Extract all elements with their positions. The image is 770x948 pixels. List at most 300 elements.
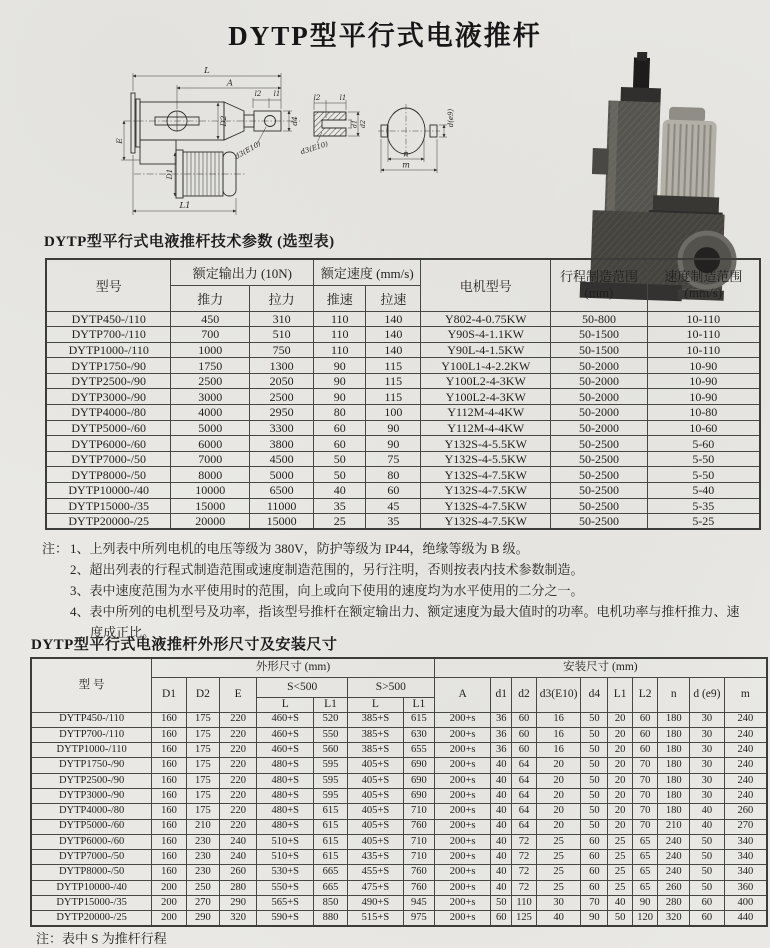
cell: DYTP3000-/90 — [46, 389, 171, 405]
cell: 50-2000 — [551, 405, 647, 421]
cell: 10-110 — [647, 342, 760, 358]
cell: DYTP450-/110 — [46, 311, 171, 327]
cell: 230 — [186, 834, 219, 849]
cell: 50 — [690, 834, 725, 849]
cell: 310 — [249, 311, 313, 327]
cell: 240 — [658, 834, 690, 849]
cell: 405+S — [347, 819, 403, 834]
cell: DYTP2500-/90 — [31, 773, 152, 788]
col-push-speed: 推速 — [314, 285, 366, 311]
col-L-gt: L — [347, 697, 403, 712]
cell: 16 — [537, 712, 581, 727]
col-D2: D2 — [186, 677, 219, 712]
cell: 64 — [512, 758, 537, 773]
cell: 10000 — [171, 483, 250, 499]
cell: 15000 — [249, 514, 313, 530]
cell: 550 — [314, 727, 348, 742]
cell: 10-110 — [647, 311, 760, 327]
cell: 405+S — [347, 758, 403, 773]
cell: 515+S — [347, 911, 403, 926]
cell: 140 — [366, 327, 421, 343]
cell: 180 — [658, 788, 690, 803]
table-row — [46, 514, 760, 530]
cell: 200+s — [434, 743, 491, 758]
cell: 480+S — [257, 758, 314, 773]
cell: 595 — [314, 758, 348, 773]
cell: 50 — [581, 727, 608, 742]
table-row — [46, 389, 760, 405]
col-L1-gt: L1 — [403, 697, 434, 712]
cell: 180 — [658, 727, 690, 742]
cell: 460+S — [257, 727, 314, 742]
drawing-section-view — [300, 94, 367, 156]
col-pull-speed: 拉速 — [366, 285, 421, 311]
cell: 5-50 — [647, 467, 760, 483]
col-L2: L2 — [632, 677, 658, 712]
cell: 60 — [632, 727, 658, 742]
cell: 20 — [537, 819, 581, 834]
cell: 210 — [658, 819, 690, 834]
cell: 115 — [366, 358, 421, 374]
col-E: E — [219, 677, 257, 712]
cell: 25 — [537, 834, 581, 849]
dim-label-L: L — [204, 66, 210, 76]
col-L-lt: L — [257, 697, 314, 712]
table-row — [31, 788, 767, 803]
cell: 40 — [608, 896, 632, 911]
cell: 240 — [658, 865, 690, 880]
cell: 50 — [581, 712, 608, 727]
cell: 10-90 — [647, 358, 760, 374]
drawing-side-view — [124, 93, 300, 198]
dim-label-l1: l1 — [273, 90, 281, 98]
cell: DYTP3000-/90 — [31, 788, 152, 803]
cell: 20 — [608, 712, 632, 727]
cell: 460+S — [257, 712, 314, 727]
cell: 270 — [186, 896, 219, 911]
dim-label-m: m — [402, 160, 410, 170]
cell: 90 — [366, 436, 421, 452]
cell: 490+S — [347, 896, 403, 911]
cell: 850 — [314, 896, 348, 911]
cell: 40 — [491, 880, 512, 895]
col-install-group: 安装尺寸 (mm) — [434, 658, 767, 677]
cell: 65 — [632, 865, 658, 880]
cell: 510+S — [257, 850, 314, 865]
cell: DYTP1000-/110 — [31, 743, 152, 758]
cell: 4500 — [249, 451, 313, 467]
notes-list — [70, 538, 748, 643]
col-d2: d2 — [512, 677, 537, 712]
cell: 60 — [314, 420, 366, 436]
cell: 115 — [366, 373, 421, 389]
cell: 30 — [690, 773, 725, 788]
cell: 200+s — [434, 911, 491, 926]
cell: 520 — [314, 712, 348, 727]
cell: 220 — [219, 727, 257, 742]
cell: 665 — [314, 880, 348, 895]
cell: 10-110 — [647, 327, 760, 343]
cell: 50-1500 — [551, 342, 647, 358]
cell: 60 — [512, 727, 537, 742]
cell: 615 — [314, 819, 348, 834]
cell: 50-2500 — [551, 514, 647, 530]
cell: 50-800 — [551, 311, 647, 327]
cell: 20 — [608, 788, 632, 803]
table-row — [46, 373, 760, 389]
cell: 60 — [581, 880, 608, 895]
cell: 1750 — [171, 358, 250, 374]
cell: 65 — [632, 880, 658, 895]
cell: 2500 — [171, 373, 250, 389]
cell: 175 — [186, 727, 219, 742]
cell: 180 — [658, 712, 690, 727]
cell: 560 — [314, 743, 348, 758]
technical-drawing — [95, 58, 457, 242]
dim-label-sec-l1: l1 — [339, 94, 347, 102]
cell: 20 — [608, 773, 632, 788]
cell: 50 — [581, 758, 608, 773]
cell: 340 — [724, 850, 767, 865]
cell: 160 — [152, 850, 187, 865]
cell: 40 — [491, 773, 512, 788]
cell: 340 — [724, 865, 767, 880]
cell: 40 — [690, 804, 725, 819]
cell: 180 — [658, 773, 690, 788]
table-row — [46, 436, 760, 452]
cell: 40 — [537, 911, 581, 926]
cell: 240 — [724, 773, 767, 788]
cell: 25 — [537, 865, 581, 880]
cell: 240 — [219, 850, 257, 865]
cell: 385+S — [347, 712, 403, 727]
cell: 110 — [314, 311, 366, 327]
cell: 6000 — [171, 436, 250, 452]
cell: 200+s — [434, 804, 491, 819]
col-s-gt-500: S>500 — [347, 677, 434, 697]
cell: 5000 — [171, 420, 250, 436]
cell: 200+s — [434, 773, 491, 788]
cell: 750 — [249, 342, 313, 358]
cell: Y100L2-4-3KW — [421, 389, 551, 405]
cell: 72 — [512, 850, 537, 865]
cell: 20 — [608, 727, 632, 742]
cell: DYTP5000-/60 — [31, 819, 152, 834]
cell: 10-60 — [647, 420, 760, 436]
cell: 175 — [186, 743, 219, 758]
col-motor: 电机型号 — [421, 259, 551, 311]
cell: 595 — [314, 773, 348, 788]
cell: 110 — [512, 896, 537, 911]
table-row — [46, 483, 760, 499]
table-row — [46, 405, 760, 421]
dim-label-sec-d1: d1 — [350, 119, 359, 129]
cell: 30 — [690, 788, 725, 803]
header-row — [46, 259, 760, 285]
cell: 2500 — [249, 389, 313, 405]
cell: 40 — [491, 758, 512, 773]
col-rated-output: 额定输出力 (10N) — [171, 259, 314, 285]
cell: 30 — [690, 758, 725, 773]
cell: 120 — [632, 911, 658, 926]
cell: 200+s — [434, 758, 491, 773]
cell: 40 — [491, 804, 512, 819]
parameters-table-body — [46, 311, 760, 529]
header-row — [31, 658, 767, 677]
cell: 230 — [186, 865, 219, 880]
cell: DYTP1000-/110 — [46, 342, 171, 358]
table-row — [31, 743, 767, 758]
cell: 20 — [608, 758, 632, 773]
cell: 60 — [581, 865, 608, 880]
cell: 3800 — [249, 436, 313, 452]
cell: DYTP6000-/60 — [31, 834, 152, 849]
cell: 70 — [632, 819, 658, 834]
cell: 5-50 — [647, 451, 760, 467]
cell: DYTP8000-/50 — [46, 467, 171, 483]
cell: 50-2000 — [551, 358, 647, 374]
cell: 480+S — [257, 788, 314, 803]
cell: DYTP20000-/25 — [46, 514, 171, 530]
table-row — [46, 451, 760, 467]
cell: 60 — [632, 743, 658, 758]
cell: 200+s — [434, 788, 491, 803]
cell: 64 — [512, 788, 537, 803]
cell: 30 — [690, 743, 725, 758]
cell: DYTP700-/110 — [31, 727, 152, 742]
cell: 20 — [537, 758, 581, 773]
cell: 760 — [403, 865, 434, 880]
cell: 480+S — [257, 804, 314, 819]
cell: 50-2500 — [551, 436, 647, 452]
cell: 3300 — [249, 420, 313, 436]
cell: 3000 — [171, 389, 250, 405]
cell: DYTP8000-/50 — [31, 865, 152, 880]
cell: Y100L1-4-2.2KW — [421, 358, 551, 374]
cell: 1000 — [171, 342, 250, 358]
cell: 40 — [491, 819, 512, 834]
cell: 90 — [314, 389, 366, 405]
cell: 975 — [403, 911, 434, 926]
cell: 5000 — [249, 467, 313, 483]
cell: 200+s — [434, 819, 491, 834]
cell: 90 — [314, 373, 366, 389]
cell: 655 — [403, 743, 434, 758]
cell: DYTP450-/110 — [31, 712, 152, 727]
cell: 480+S — [257, 819, 314, 834]
cell: 160 — [152, 834, 187, 849]
cell: Y100L2-4-3KW — [421, 373, 551, 389]
cell: 25 — [608, 880, 632, 895]
cell: 7000 — [171, 451, 250, 467]
table-row — [31, 773, 767, 788]
parameters-table — [45, 258, 761, 530]
cell: Y90S-4-1.1KW — [421, 327, 551, 343]
table-row — [31, 834, 767, 849]
cell: 60 — [366, 483, 421, 499]
dimensions-table — [30, 657, 768, 927]
cell: 45 — [366, 498, 421, 514]
cell: DYTP2500-/90 — [46, 373, 171, 389]
cell: 200 — [152, 896, 187, 911]
cell: 200+s — [434, 850, 491, 865]
cell: 590+S — [257, 911, 314, 926]
cell: 615 — [314, 804, 348, 819]
dimensions-table-body — [31, 712, 767, 926]
cell: 70 — [632, 788, 658, 803]
cell: 110 — [314, 327, 366, 343]
cell: 50 — [581, 819, 608, 834]
cell: 11000 — [249, 498, 313, 514]
cell: 16 — [537, 727, 581, 742]
table-row — [31, 880, 767, 895]
cell: 25 — [537, 850, 581, 865]
cell: 60 — [512, 712, 537, 727]
cell: 25 — [608, 865, 632, 880]
cell: 615 — [314, 834, 348, 849]
cell: 615 — [403, 712, 434, 727]
cell: 65 — [632, 850, 658, 865]
cell: 200+s — [434, 727, 491, 742]
cell: 50-2500 — [551, 451, 647, 467]
cell: 72 — [512, 865, 537, 880]
cell: 240 — [724, 712, 767, 727]
cell: 10-90 — [647, 373, 760, 389]
cell: 36 — [491, 727, 512, 742]
cell: 690 — [403, 773, 434, 788]
cell: 280 — [219, 880, 257, 895]
cell: 50 — [608, 911, 632, 926]
cell: DYTP5000-/60 — [46, 420, 171, 436]
col-n: n — [658, 677, 690, 712]
col-s-lt-500: S<500 — [257, 677, 348, 697]
cell: 280 — [658, 896, 690, 911]
cell: 50-2500 — [551, 467, 647, 483]
table-row — [31, 819, 767, 834]
dim-label-D2: D2 — [219, 115, 228, 127]
cell: DYTP1750-/90 — [31, 758, 152, 773]
cell: 220 — [219, 743, 257, 758]
cell: 10-90 — [647, 389, 760, 405]
cell: 690 — [403, 788, 434, 803]
cell: 615 — [314, 850, 348, 865]
cell: 50 — [581, 804, 608, 819]
cell: 160 — [152, 712, 187, 727]
cell: 115 — [366, 389, 421, 405]
table-row — [46, 342, 760, 358]
cell: 175 — [186, 788, 219, 803]
note-item: 3、表中速度范围为水平使用时的范围，向上或向下使用的速度均为水平使用的二分之一。 — [70, 583, 584, 599]
cell: 700 — [171, 327, 250, 343]
note-item: 4、表中所列的电机型号及功率，指该型号推杆在额定输出力、额定速度为最大值时的功率。电机功率与推杆推力、速度成正比。 — [70, 604, 740, 641]
cell: 360 — [724, 880, 767, 895]
cell: 460+S — [257, 743, 314, 758]
cell: 220 — [219, 819, 257, 834]
cell: Y112M-4-4KW — [421, 405, 551, 421]
cell: 25 — [608, 834, 632, 849]
cell: 20 — [608, 743, 632, 758]
cell: Y132S-4-7.5KW — [421, 498, 551, 514]
cell: 160 — [152, 743, 187, 758]
drawing-front-labels — [402, 108, 455, 169]
cell: 90 — [314, 358, 366, 374]
cell: 630 — [403, 727, 434, 742]
cell: 160 — [152, 819, 187, 834]
cell: 36 — [491, 712, 512, 727]
cell: 50-2000 — [551, 373, 647, 389]
table-row — [31, 865, 767, 880]
cell: 220 — [219, 773, 257, 788]
cell: 1300 — [249, 358, 313, 374]
table-row — [46, 311, 760, 327]
col-model: 型 号 — [31, 658, 152, 712]
cell: 36 — [491, 743, 512, 758]
cell: 320 — [658, 911, 690, 926]
table-row — [46, 358, 760, 374]
cell: 20 — [608, 819, 632, 834]
cell: 50-2000 — [551, 389, 647, 405]
cell: 5-60 — [647, 436, 760, 452]
cell: 385+S — [347, 743, 403, 758]
cell: 320 — [219, 911, 257, 926]
cell: 230 — [186, 850, 219, 865]
col-speed-range — [647, 259, 760, 311]
notes-block — [42, 538, 748, 643]
cell: 72 — [512, 834, 537, 849]
dim-label-sec-l2: l2 — [313, 94, 321, 102]
cell: 40 — [491, 788, 512, 803]
table-row — [31, 896, 767, 911]
cell: 405+S — [347, 773, 403, 788]
cell: 64 — [512, 819, 537, 834]
dim-label-d3: d3(E10) — [233, 139, 263, 161]
speed-range-line1: 速度制造范围 — [664, 269, 743, 284]
cell: 40 — [491, 865, 512, 880]
cell: 710 — [403, 850, 434, 865]
cell: 110 — [314, 342, 366, 358]
cell: 200+s — [434, 865, 491, 880]
cell: 140 — [366, 311, 421, 327]
cell: 160 — [152, 727, 187, 742]
cell: 710 — [403, 834, 434, 849]
cell: 50 — [690, 880, 725, 895]
cell: 35 — [314, 498, 366, 514]
cell: 160 — [152, 865, 187, 880]
cell: 290 — [219, 896, 257, 911]
cell: DYTP6000-/60 — [46, 436, 171, 452]
col-d3E10: d3(E10) — [537, 677, 581, 712]
dim-label-n: n — [403, 149, 409, 159]
cell: 2950 — [249, 405, 313, 421]
cell: 5-35 — [647, 498, 760, 514]
cell: 690 — [403, 758, 434, 773]
cell: 70 — [632, 758, 658, 773]
dim-label-A: A — [226, 78, 234, 89]
note-item: 1、上列表中所列电机的电压等级为 380V，防护等级为 IP44，绝缘等级为 B 级。 — [70, 541, 529, 556]
cell: 240 — [724, 758, 767, 773]
cell: 160 — [152, 804, 187, 819]
cell: 70 — [581, 896, 608, 911]
stroke-range-line2: (mm) — [584, 285, 614, 301]
cell: 160 — [152, 758, 187, 773]
table-row — [46, 327, 760, 343]
cell: 240 — [724, 727, 767, 742]
dim-label-L1: L1 — [179, 201, 191, 211]
cell: 80 — [314, 405, 366, 421]
cell: Y132S-4-7.5KW — [421, 467, 551, 483]
cell: 60 — [491, 911, 512, 926]
cell: 220 — [219, 758, 257, 773]
